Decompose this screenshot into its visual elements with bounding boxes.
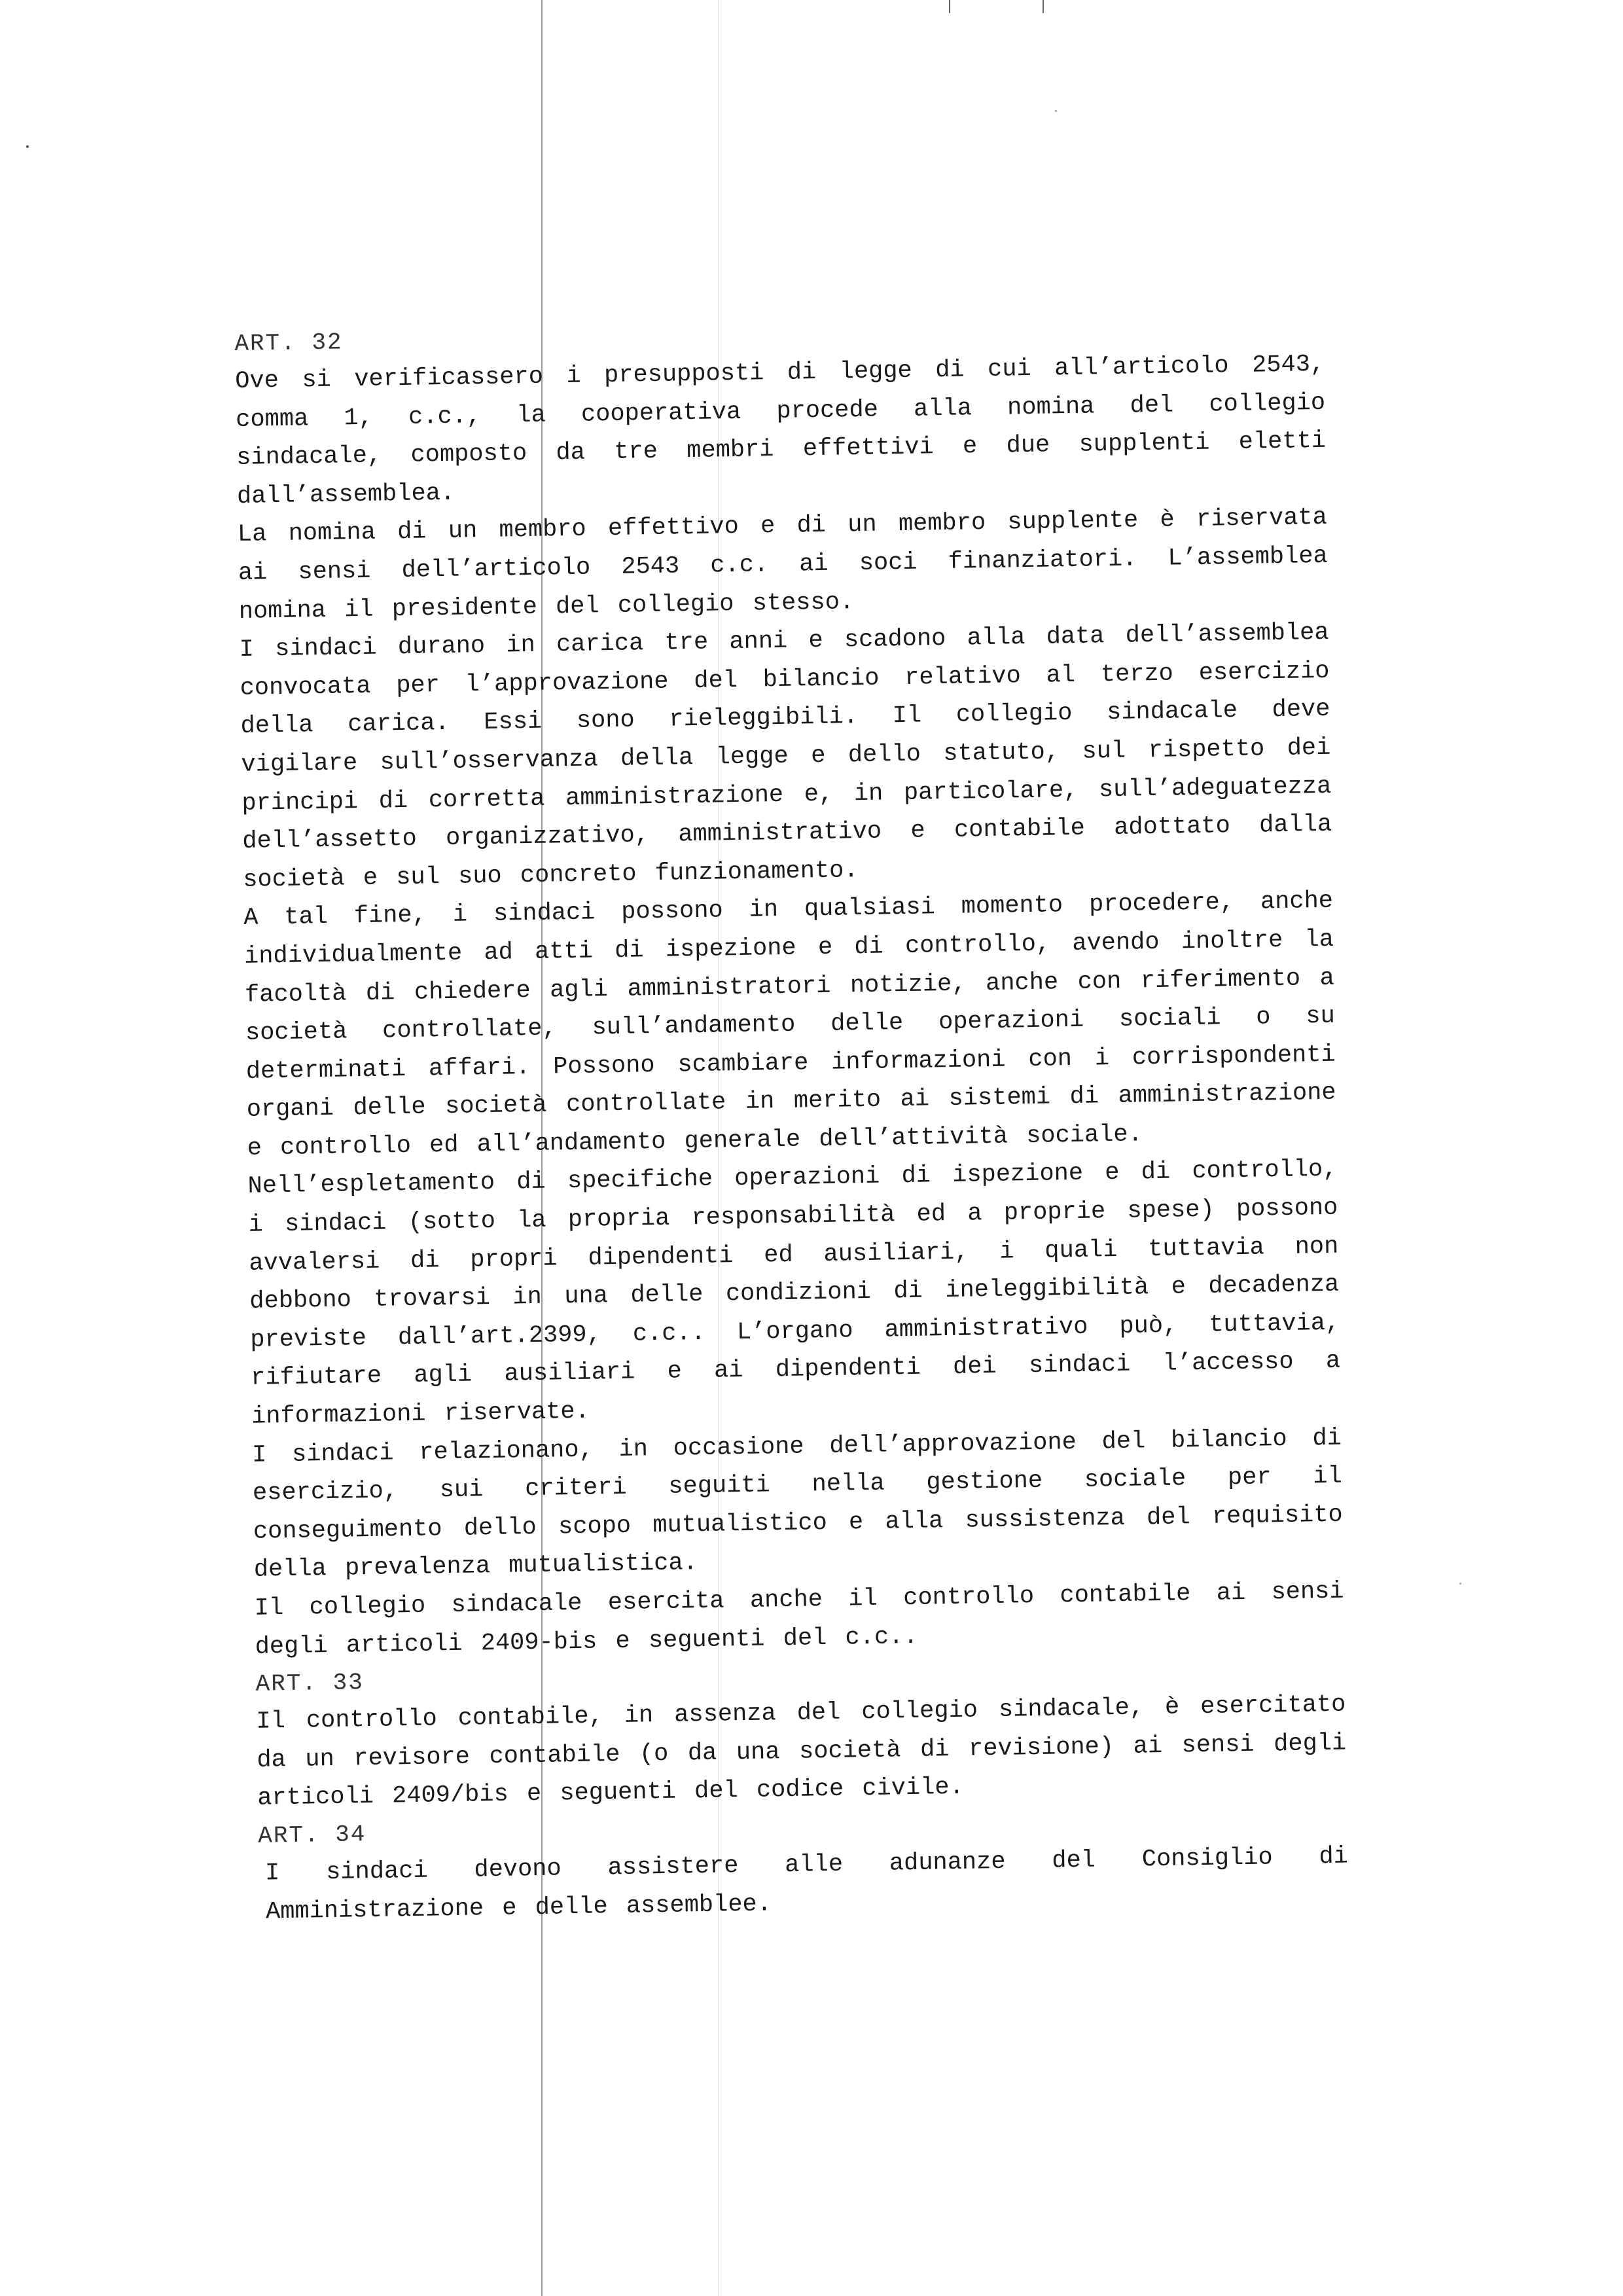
article-paragraph: Il controllo contabile, in assenza del collegio sindacale, è esercitato da un revisore contabile (o da una società di revisione) ai sensi degli articoli 2409/bis e seguenti del codice civile. bbox=[256, 1691, 1347, 1813]
article-heading: ART. 34 bbox=[257, 1821, 366, 1850]
article-34 bbox=[258, 1801, 1349, 1931]
scan-artifact-tick bbox=[1043, 0, 1044, 13]
article-heading: ART. 32 bbox=[234, 329, 343, 357]
article-32 bbox=[234, 309, 1345, 1666]
article-paragraph: Ove si verificassero i presupposti di legge di cui all’articolo 2543, comma 1, c.c., la cooperativa procede alla nomina del collegio sindacale, composto da tre membri effettivi e due supplenti eletti dall’assemblea. bbox=[235, 350, 1327, 511]
article-paragraph: Nell’espletamento di specifiche operazioni di ispezione e di controllo, i sindaci (sotto la propria responsabilità ed a proprie spese) possono avvalersi di propri dipendenti ed ausiliari, i quali tuttavia non debbono trovarsi in una delle condizioni di ineleggibilità e decadenza previste dall’art.2399, c.c.. L’organo amministrativo può, tuttavia, rifiutare agli ausiliari e ai dipendenti dei sindaci l’accesso a informazioni riservate. bbox=[247, 1156, 1341, 1431]
article-heading: ART. 33 bbox=[255, 1669, 365, 1698]
article-paragraph: I sindaci devono assistere alle adunanze del Consiglio di Amministrazione e delle assemblee. bbox=[264, 1842, 1349, 1926]
scan-artifact-tick bbox=[949, 0, 950, 13]
scan-speck bbox=[1055, 110, 1057, 112]
article-33 bbox=[255, 1649, 1347, 1818]
scan-speck bbox=[26, 145, 29, 148]
article-paragraph: La nomina di un membro effettivo e di un membro supplente è riservata ai sensi dell’articolo 2543 c.c. ai soci finanziatori. L’assemblea nomina il presidente del collegio stesso. bbox=[237, 504, 1329, 626]
article-paragraph: I sindaci relazionano, in occasione dell’approvazione del bilancio di esercizio, sui criteri seguiti nella gestione sociale per il conseguimento dello scopo mutualistico e alla sussistenza del requisito della prevalenza mutualistica. bbox=[251, 1424, 1344, 1585]
statute-text bbox=[234, 309, 1349, 1931]
article-paragraph: I sindaci durano in carica tre anni e scadono alla data dell’assemblea convocata per l’approvazione del bilancio relativo al terzo esercizio della carica. Essi sono rieleggibili. Il collegio sindacale deve vigilare sull’osservanza della legge e dello statuto, sul rispetto dei principi di corretta amministrazione e, in particolare, sull’adeguatezza dell’assetto organizzativo, amministrativo e contabile adottato dalla società e sul suo concreto funzionamento. bbox=[239, 619, 1332, 894]
article-paragraph: Il collegio sindacale esercita anche il controllo contabile ai sensi degli articoli 2409-bis e seguenti del c.c.. bbox=[254, 1577, 1344, 1661]
article-paragraph: A tal fine, i sindaci possono in qualsiasi momento procedere, anche individualmente ad atti di ispezione e di controllo, avendo inoltre la facoltà di chiedere agli amministratori notizie, anche con riferimento a società controllate, sull’andamento delle operazioni sociali o su determinati affari. Possono scambiare informazioni con i corrispondenti organi delle società controllate in merito ai sistemi di amministrazione e controllo ed all’andamento generale dell’attività sociale. bbox=[243, 888, 1336, 1162]
scan-speck bbox=[1459, 1583, 1461, 1585]
